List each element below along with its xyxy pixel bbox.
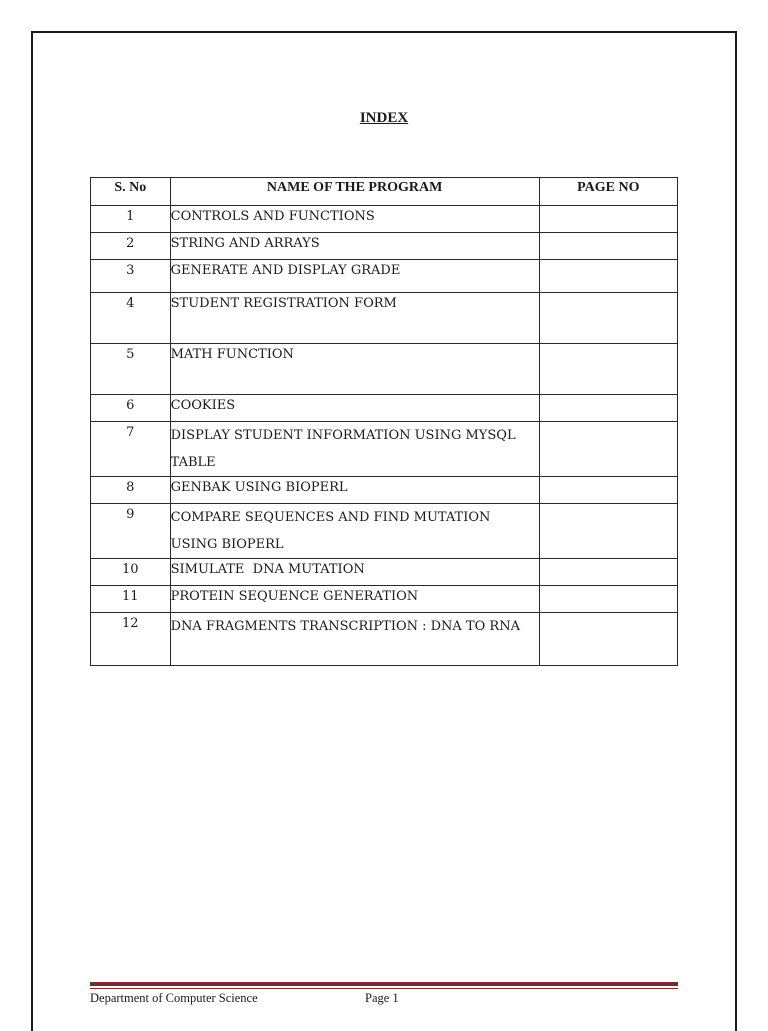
row-name: COOKIES: [170, 395, 539, 422]
table-row: [91, 344, 678, 395]
footer-page-number: Page 1: [365, 991, 399, 1005]
row-name: STRING AND ARRAYS: [170, 233, 539, 260]
table-row: [91, 260, 678, 293]
table-row: [91, 233, 678, 260]
row-sno: 8: [91, 477, 171, 504]
index-table: [90, 177, 678, 666]
row-name: GENBAK USING BIOPERL: [170, 477, 539, 504]
row-sno: 5: [91, 344, 171, 395]
row-page: [539, 586, 677, 613]
row-name: PROTEIN SEQUENCE GENERATION: [170, 586, 539, 613]
header-name: NAME OF THE PROGRAM: [170, 178, 539, 206]
row-sno: 11: [91, 586, 171, 613]
row-sno: 12: [91, 613, 171, 666]
header-page: PAGE NO: [539, 178, 677, 206]
row-page: [539, 504, 677, 559]
footer-rule-thin: [90, 988, 678, 989]
row-page: [539, 559, 677, 586]
table-row: [91, 559, 678, 586]
row-sno: 7: [91, 422, 171, 477]
row-name: MATH FUNCTION: [170, 344, 539, 395]
table-header-row: [91, 178, 678, 206]
row-sno: 9: [91, 504, 171, 559]
row-sno: 3: [91, 260, 171, 293]
row-name: STUDENT REGISTRATION FORM: [170, 293, 539, 344]
table-row: [91, 395, 678, 422]
row-sno: 6: [91, 395, 171, 422]
row-name: GENERATE AND DISPLAY GRADE: [170, 260, 539, 293]
row-page: [539, 422, 677, 477]
row-sno: 4: [91, 293, 171, 344]
row-name: CONTROLS AND FUNCTIONS: [170, 206, 539, 233]
row-page: [539, 233, 677, 260]
row-name: DNA FRAGMENTS TRANSCRIPTION : DNA TO RNA: [170, 613, 539, 666]
footer-department: Department of Computer Science: [90, 991, 258, 1005]
row-name: SIMULATE DNA MUTATION: [170, 559, 539, 586]
row-sno: 2: [91, 233, 171, 260]
header-sno: S. No: [91, 178, 171, 206]
row-page: [539, 613, 677, 666]
table-row: [91, 206, 678, 233]
table-row: [91, 422, 678, 477]
row-page: [539, 477, 677, 504]
table-row: [91, 504, 678, 559]
page-title: INDEX: [359, 110, 409, 126]
row-name: DISPLAY STUDENT INFORMATION USING MYSQL TABLE: [170, 422, 539, 477]
table-row: [91, 613, 678, 666]
row-name: COMPARE SEQUENCES AND FIND MUTATION USING BIOPERL: [170, 504, 539, 559]
row-sno: 1: [91, 206, 171, 233]
table-row: [91, 293, 678, 344]
row-page: [539, 395, 677, 422]
row-sno: 10: [91, 559, 171, 586]
table-row: [91, 586, 678, 613]
row-page: [539, 260, 677, 293]
row-page: [539, 344, 677, 395]
row-page: [539, 293, 677, 344]
footer-rule: [90, 982, 678, 986]
row-page: [539, 206, 677, 233]
table-row: [91, 477, 678, 504]
